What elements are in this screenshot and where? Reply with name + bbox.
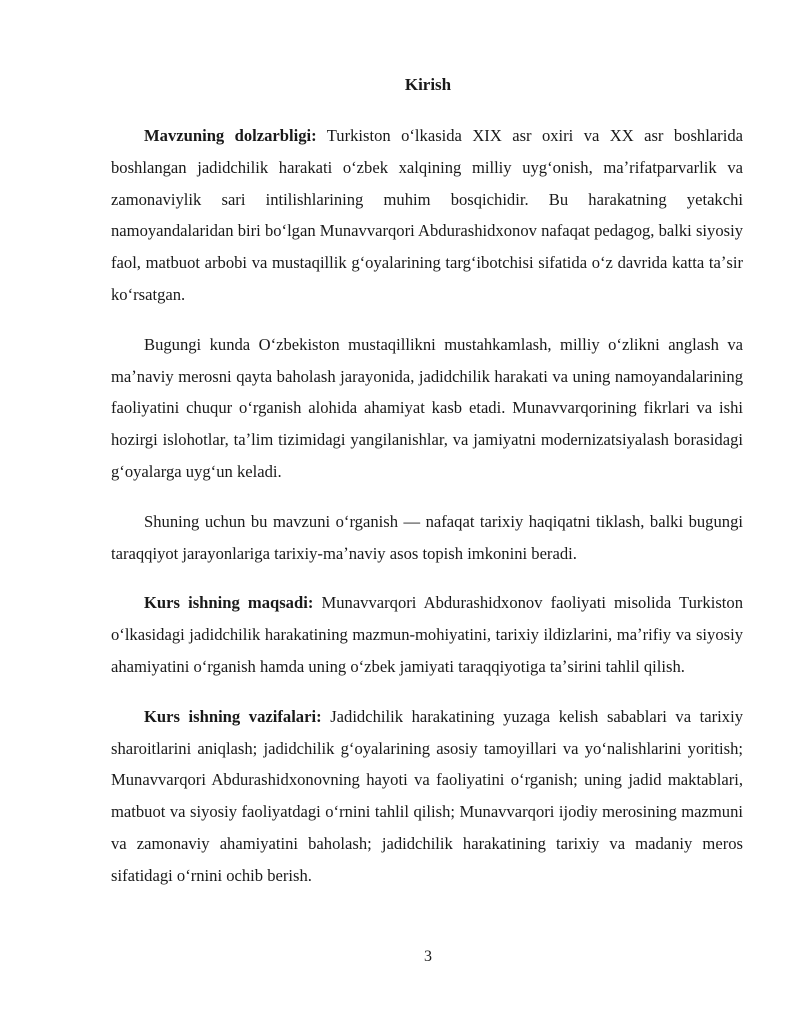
page-title: Kirish <box>404 75 452 94</box>
paragraph-goal <box>111 587 743 682</box>
paragraph-relevance <box>111 120 743 311</box>
paragraph-text: Bugungi kunda Oʻzbekiston mustaqillikni mustahkamlash, milliy oʻzlikni anglash va maʼnaviy merosni qayta baholash jarayonida, jadidchilik harakati va uning namoyandalarining faoliyatini chuqur oʻrganish alohida ahamiyat kasb etadi. Munavvarqorining fikrlari va ishi hozirgi islohotlar, taʼlim tizimidagi yangilanishlar, va jamiyatni modernizatsiyalash borasidagi gʻoyalarga uygʻun keladi. <box>111 334 743 481</box>
paragraph-lead: Mavzuning dolzarbligi: <box>144 126 317 145</box>
paragraph-today <box>111 329 743 488</box>
paragraph-lead: Kurs ishning maqsadi: <box>144 593 314 613</box>
paragraph-text: Shuning uchun bu mavzuni oʻrganish — nafaqat tarixiy haqiqatni tiklash, balki bugungi taraqqiyot jarayonlariga tarixiy-maʼnaviy asos topish imkonini beradi. <box>111 511 743 563</box>
paragraph-lead: Kurs ishning vazifalari: <box>144 706 322 726</box>
paragraph-text: Jadidchilik harakatining yuzaga kelish sabablari va tarixiy sharoitlarini aniqlash; jadidchilik gʻoyalarining asosiy tamoyillari va yoʻnalishlarini yoritish; Munavvarqori Abdurashidxonovning hayoti va faoliyatini oʻrganish; uning jadid maktablari, matbuot va siyosiy faoliyatdagi oʻrnini tahlil qilish; Munavvarqori ijodiy merosining mazmuni va zamonaviy ahamiyatini baholash; jadidchilik harakatining tarixiy va madaniy meros sifatidagi oʻrnini ochib berish. <box>111 706 743 885</box>
document-body <box>111 120 743 892</box>
paragraph-tasks <box>111 701 743 892</box>
paragraph-text: Turkiston oʻlkasida XIX asr oxiri va XX asr boshlarida boshlangan jadidchilik harakati oʻzbek xalqining milliy uygʻonish, maʼrifatparvarlik va zamonaviylik sari intilishlarining muhim bosqichidir. Bu harakatning yetakchi namoyandalaridan biri boʻlgan Munavvarqori Abdurashidxonov nafaqat pedagog, balki siyosiy faol, matbuot arbobi va mustaqillik gʻoyalarining targʻibotchisi sifatida oʻz davrida katta taʼsir koʻrsatgan. <box>111 126 743 304</box>
page-number: 3 <box>424 948 432 965</box>
paragraph-therefore <box>111 506 743 570</box>
paragraph-text: Munavvarqori Abdurashidxonov faoliyati misolida Turkiston oʻlkasidagi jadidchilik harakatining mazmun-mohiyatini, tarixiy ildizlarini, maʼrifiy va siyosiy ahamiyatini oʻrganish hamda uning oʻzbek jamiyati taraqqiyotiga taʼsirini tahlil qilish. <box>111 593 743 676</box>
